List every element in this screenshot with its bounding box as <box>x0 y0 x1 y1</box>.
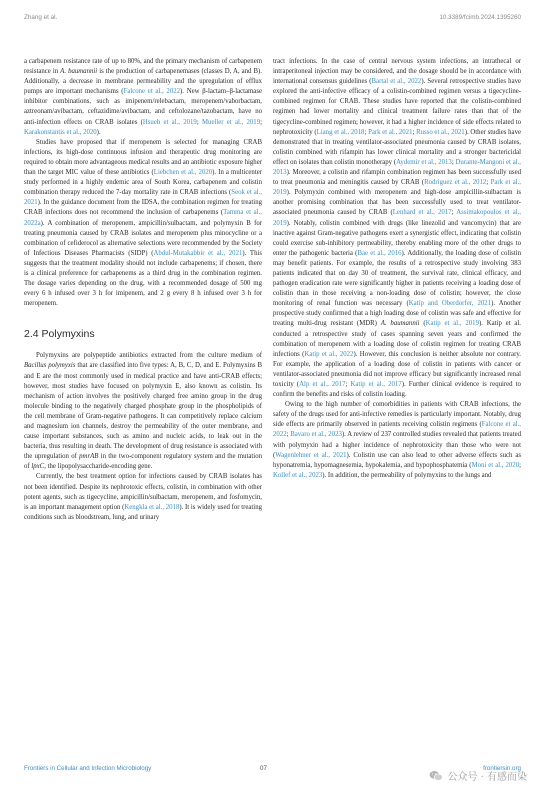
wechat-icon <box>429 770 443 782</box>
text-run: ). A review of 237 controlled studies revealed that patients treated with polymyxin had a higher incidence of nephrotoxicity than those who were not ( <box>273 431 522 459</box>
text-run: ( <box>419 320 426 328</box>
citation-link[interactable]: Russo et al., 2021 <box>416 128 465 136</box>
text-run: tract infections. In the case of central nervous system infections, an intrathecal or intraperitoneal injection may be considered, and the dosage should be in accordance with international consensus guidelines ( <box>273 58 521 86</box>
citation-link[interactable]: Durante-Mangoni et al., 2013 <box>273 158 521 177</box>
citation-link[interactable]: Kengkla et al., 2018 <box>124 503 180 511</box>
footer-site[interactable]: frontiersin.org <box>483 765 521 772</box>
text-run: Polymyxins are polypeptide antibiotics extracted from the culture medium of <box>36 352 262 360</box>
text-run: ). It is widely used for treating conditions such as bloodstream, lung, and urinary <box>24 503 262 521</box>
text-run: ). Several retrospective studies have explored the anti-infective efficacy of a colistin-combined regimen versus a tigecycline-combined regimen for CRAB. These studies have reported that the colistin-combined regimen had lower mortality and clinical treatment failure rates than that of the tigecycline-combined regimen; however, it had a higher incidence of side effects related to nephrotoxicity ( <box>273 78 522 136</box>
citation-link[interactable]: Assimakopoulos et al., 2019 <box>273 209 521 227</box>
text-run: ). Additionally, the loading dose of colistin may benefit patients. For example, the results of a retrospective study involving 383 patients indicated that on day 30 of treatment, the survival rate, clinical efficacy, and pathogen eradication rate were significantly higher in patients receiving a loading dose of colistin than in those receiving a non-loading dose of colistin; however, the close monitoring of renal function was necessary ( <box>273 249 521 308</box>
text-run: ). Other studies have demonstrated that in treating ventilator-associated pneumonia caused by CRAB isolates, colistin combined with rifampin has lower clinical mortality and a stronger bactericidal effect on isolates than colistin monotherapy ( <box>273 128 521 166</box>
text-run: ). In the guidance document from the IDSA, the combination regimen for treating CRAB infections does not recommend the inclusion of carbapenems ( <box>24 199 262 217</box>
citation-link[interactable]: Alp et al., 2017 <box>299 381 346 388</box>
text-run: Currently, the best treatment option for infections caused by CRAB isolates has not been identified. Despite its nephrotoxic effects, colistin, in combination with other potent agents, such as tigecycline, ampicillin/sulbactam, meropenem, and fosfomycin, is an important management option ( <box>24 473 262 511</box>
citation-link[interactable]: Seok et al., 2021 <box>24 189 262 207</box>
footer-journal[interactable]: Frontiers in Cellular and Infection Microbiology <box>24 765 152 772</box>
citation-link[interactable]: Katip et al., 2019 <box>425 320 479 328</box>
paragraph <box>24 351 262 472</box>
paragraph <box>273 400 521 481</box>
text-run: in the two-component regulatory system and the mutation of <box>24 453 262 471</box>
citation-link[interactable]: Aydemir et al., 2013 <box>396 158 452 166</box>
citation-link[interactable]: Park et al., 2021 <box>368 128 413 136</box>
citation-link[interactable]: Kollef et al., 2023 <box>273 471 323 479</box>
paragraph <box>273 57 521 400</box>
text-run: ). In addition, the permeability of polymyxins to the lungs and <box>322 471 492 479</box>
text-run: that are classified into five types: A, B, C, D, and E. Polymyxins B and E are the most commonly used in medical practice and have anti-CRAB effects; however, most studies have focused on polymyxin E, also known as colistin. Its mechanism of action involves the positively charged free amino group in the drug molecule binding to the negatively charged phosphate group in the phospholipids of the cell membrane of Gram-negative pathogens. It can competitively replace calcium and magnesium ion channels, destroy the permeability of the outer membrane, and cause important substances, such as amino and nucleic acids, to leak out in the bacteria, thus resulting in death. The development of drug resistance is associated with the upregulation of <box>24 362 262 461</box>
paragraph <box>24 472 262 522</box>
text-run: ). This suggests that the treatment modality should not include carbapenems; if chosen, there is a clinical preference for carbapenems as a third drug in the combination regimen. The dosage varies depending on the drug, with a recommended dosage of 500 mg every 6 h infused over 3 h for imipenem, and 2 g every 8 h infused over 3 h for meropenem. <box>24 249 262 308</box>
text-run: ). <box>96 128 101 136</box>
italic-term: pmrAB <box>79 453 99 461</box>
italic-term: Bacillus polymyxis <box>24 362 76 370</box>
citation-link[interactable]: Abdul-Mutakabbir et al., 2021 <box>153 249 243 257</box>
citation-link[interactable]: Bavaro et al., 2023 <box>290 431 342 439</box>
italic-term: A. baumannii <box>60 68 98 76</box>
italic-term: lpxC <box>31 463 45 471</box>
text-run: , the lipopolysaccharide-encoding gene. <box>44 463 153 471</box>
citation-link[interactable]: Karakonstantis et al., 2020 <box>24 128 97 136</box>
citation-link[interactable]: Liebchen et al., 2020 <box>153 169 213 177</box>
text-run: ; <box>519 461 521 469</box>
citation-link[interactable]: Wagenlehner et al., 2021 <box>275 451 347 459</box>
text-run: ). New β-lactam–β-lactamase inhibitor combinations, such as imipenem/relebactam, meropenem/vaborbactam, aztreonam/avibactam, ceftazidime/avibactam, and ceftolozane/tazobactam, have no anti-infection effects on CRAB isolates ( <box>24 88 262 126</box>
text-run: ). Polymyxin combined with meropenem and high-dose ampicillin-sulbactam is another promising combination that has been successfully used to treat ventilator-associated pneumonia caused by CRAB ( <box>273 189 521 217</box>
text-run: ; <box>412 128 417 136</box>
header-authors: Zhang et al. <box>24 14 58 21</box>
section-heading: 2.4 Polymyxins <box>24 328 95 341</box>
running-header <box>24 14 521 21</box>
citation-link[interactable]: Tamma et al., 2022a <box>24 209 262 227</box>
text-run: ). However, this conclusion is neither absolute nor contrary. For example, the application of a loading dose of colistin in patients with cancer or ventilator-associated pneumonia did not improve efficacy but significantly increased renal toxicity ( <box>273 350 521 388</box>
text-run: ). Katip et al. conducted a retrospective study of cases spanning seven years and confirmed the combination of meropenem with a loading dose of colistin regimen for treating CRAB infections ( <box>273 320 521 358</box>
page-number: 07 <box>260 765 267 772</box>
text-run: Owing to the high number of comorbidities in patients with CRAB infections, the safety of the drugs used for anti-infective remedies is particularly important. Notably, drug side effects are primarily observed in patients receiving colistin regimens ( <box>273 401 521 429</box>
text-run: ). Notably, colistin combined with drugs (like linezolid and vancomycin) that are inactive against Gram-negative pathogens exert a synergistic effect, indicating that colistin could exercise sub-inhibitory permeability, thereby enabling more of the other drugs to enter the pathogenic bacteria ( <box>273 219 521 257</box>
watermark-text: 公众号 · 有感而染 <box>447 772 527 783</box>
citation-link[interactable]: Katip et al., 2017 <box>350 381 402 388</box>
citation-link[interactable]: Liang et al., 2018 <box>316 128 365 136</box>
text-run: ; <box>451 209 457 217</box>
text-run: ). Moreover, a colistin and rifampin combination regimen has been successfully used to treat pneumonia and meningitis caused by CRAB ( <box>273 169 521 187</box>
citation-link[interactable]: Lenhard et al., 2017 <box>392 209 452 217</box>
text-run: a carbapenem resistance rate of up to 80%, and the primary mechanism of carbapenem resistance in <box>24 58 262 76</box>
citation-link[interactable]: Katip et al., 2022 <box>304 350 354 358</box>
text-run: ). In a multicenter study performed in a highly endemic area of South Korea, carbapenem and colistin combination therapy reduced the 7-day mortality rate in CRAB infections ( <box>24 169 262 197</box>
text-run: ; <box>286 431 291 439</box>
paragraph <box>24 57 262 138</box>
text-run: ). Colistin use can also lead to other adverse effects such as hyponatremia, hypomagnesemia, hypokalemia, and hypophosphatemia ( <box>273 451 521 469</box>
text-run: Studies have proposed that if meropenem is selected for managing CRAB infections, its high-dose continuous infusion and therapeutic drug monitoring are required to obtain more advantageous medical results and an antibiotic exposure higher than the target MIC value of these antibiotics ( <box>24 138 262 177</box>
citation-link[interactable]: Park et al., 2019 <box>273 179 521 197</box>
text-run: ). A combination of meropenem, ampicillin/sulbactam, and polymyxin B for treating pneumonia caused by CRAB isolates and meropenem plus minocycline or a combination of cefiderocol as alternative selections were recommended by the Society of Infectious Diseases Pharmacists (SIDP) ( <box>24 219 262 257</box>
watermark <box>429 768 527 783</box>
paragraph <box>24 138 262 310</box>
citation-link[interactable]: Mueller et al., 2019 <box>202 118 261 126</box>
text-run: ; <box>196 118 202 126</box>
citation-link[interactable]: Moni et al., 2020 <box>471 461 520 469</box>
text-run: is the production of carbapenemases (classes D, A, and B). Additionally, a decrease in membrane permeability and the upregulation of efflux pumps are important mechanisms ( <box>24 68 262 96</box>
text-run: ). Another prospective study confirmed that a high loading dose of colistin was safe and effective for treating multi-drug resistant (MDR) <box>273 300 522 328</box>
text-run: ; <box>486 179 491 187</box>
text-run: ; <box>364 128 369 136</box>
header-doi[interactable]: 10.3389/fcimb.2024.1395260 <box>439 14 521 21</box>
citation-link[interactable]: Bae et al., 2016 <box>357 249 402 257</box>
citation-link[interactable]: Bartal et al., 2022 <box>371 78 422 86</box>
left-column <box>24 57 262 523</box>
text-run: ; <box>451 158 456 166</box>
citation-link[interactable]: Falcone et al., 2022 <box>123 88 181 96</box>
citation-link[interactable]: Katip and Oberdorfer, 2021 <box>408 300 492 308</box>
text-run: ). Further clinical evidence is required to confirm the benefits and risks of colistin loading. <box>273 381 521 399</box>
italic-term: A. baumannii <box>380 320 420 328</box>
citation-link[interactable]: Falcone et al., 2022 <box>273 421 521 439</box>
text-run: ; <box>260 118 262 126</box>
citation-link[interactable]: Rodriguez et al., 2012 <box>424 179 487 187</box>
text-run: ; <box>345 381 351 388</box>
citation-link[interactable]: Hsueh et al., 2019 <box>142 118 197 126</box>
right-column <box>273 57 521 481</box>
